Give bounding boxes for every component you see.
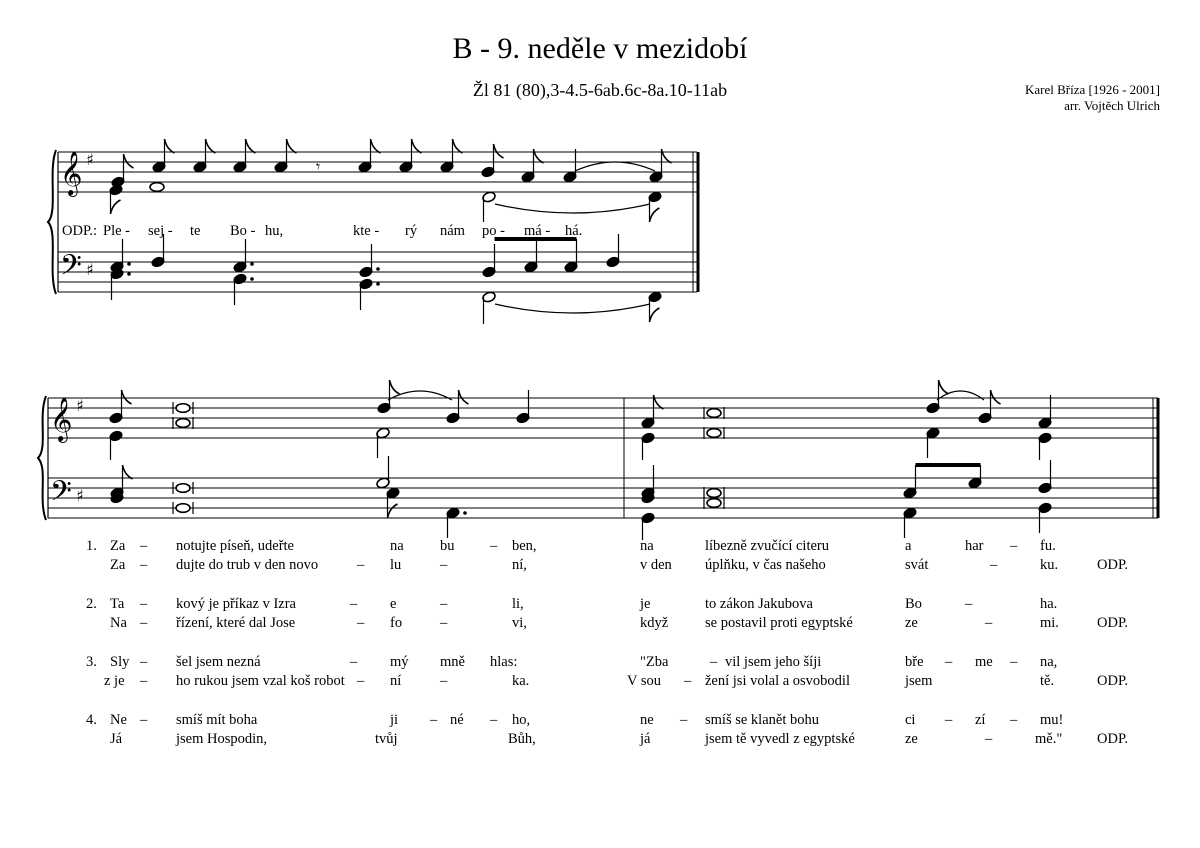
verse-syllable: ní [390,673,402,689]
note-flag [246,139,256,153]
verse-syllable: líbezně zvučící citeru [705,538,829,554]
verse-syllable: – [357,615,365,631]
verse-syllable: tvůj [375,731,398,747]
verse-syllable: – [140,596,148,612]
key-signature-sharp: ♯ [76,486,84,505]
breve-head [707,489,721,498]
verse-syllable: – [985,731,993,747]
note-flag [124,154,134,168]
response-syllable: Ple - [103,223,130,239]
verse-syllable: – [440,673,448,689]
verse-syllable: – [945,712,953,728]
verse-syllable: šel jsem nezná [176,654,261,670]
verse-syllable: Za [110,557,126,573]
note-flag [650,308,660,322]
dot [376,282,380,286]
dot [250,262,254,266]
verse-syllable: – [350,596,358,612]
verse-syllable: jsem [905,673,933,689]
breve-head [176,404,190,413]
verse-number: 1. [86,538,97,554]
response-syllable: má - [524,223,551,239]
slur [575,162,655,171]
system-brace [38,396,46,520]
breve-head [176,484,190,493]
verse-syllable: Ta [110,596,125,612]
verse-syllable: ho, [512,712,531,728]
alto-whole-note [150,183,164,192]
verse-syllable: ho rukou jsem vzal koš robot [176,673,345,689]
response-syllable: kte - [353,223,380,239]
verse-syllable: a [905,538,912,554]
verse-syllable: – [357,673,365,689]
verse-syllable: na [640,538,654,554]
verse-syllable: smíš se klanět bohu [705,712,819,728]
verse-syllable: – [140,654,148,670]
note-flag [371,139,381,153]
verse-syllable: fo [390,615,403,631]
verse-syllable: V sou [627,673,661,689]
verse-syllable: na, [1040,654,1058,670]
verse-syllable: – [440,615,448,631]
verse-syllable: – [430,712,438,728]
treble-clef-icon: 𝄞 [50,397,73,441]
verse-syllable: Sly [110,654,130,670]
key-signature-sharp: ♯ [76,396,84,415]
verse-syllable: – [140,615,148,631]
tie [495,304,650,313]
verse-syllable: když [640,615,669,631]
verse-syllable: z je [104,673,125,689]
response-syllable: nám [440,223,465,239]
verse-syllable: notujte píseň, udeřte [176,538,294,554]
verse-syllable: – [945,654,953,670]
verse-number: 4. [86,712,97,728]
breve-head [707,499,721,508]
verse-syllable: je [640,596,651,612]
verse-syllable: – [965,596,973,612]
breve-head [707,409,721,418]
verse-syllable: – [350,654,358,670]
arranger-credit: arr. Vojtěch Ulrich [1064,98,1160,113]
breve-head [176,419,190,428]
verse-syllable: – [140,673,148,689]
psalm-reference: Žl 81 (80),3-4.5-6ab.6c-8a.10-11ab [472,80,728,100]
note-flag [991,390,1001,404]
note-flag [662,149,672,163]
verse-syllable: žení jsi volal a osvobodil [705,673,850,689]
verse-syllable: li, [512,596,524,612]
note-flag [123,465,133,479]
note-flag [287,139,297,153]
verse-syllable: smíš mít boha [176,712,258,728]
verse-syllable: tě. [1040,673,1055,689]
eighth-rest-icon: 𝄾 [316,157,321,176]
note-flag [939,380,949,394]
response-label: ODP.: [62,223,98,239]
verse-syllable: vil jsem jeho šíji [725,654,822,670]
verse-syllable: řízení, které dal Jose [176,615,296,631]
response-cue: ODP. [1097,557,1129,573]
note-flag [390,380,400,394]
verse-syllable: mý [390,654,409,670]
verse-syllable: mi. [1040,615,1059,631]
composer-credit: Karel Bříza [1926 - 2001] [1024,82,1160,97]
verse-syllable: v den [640,557,672,573]
dot [376,267,380,271]
verse-syllable: to zákon Jakubova [705,596,813,612]
response-syllable: hu, [265,223,284,239]
note-flag [165,139,175,153]
verse-syllable: zí [975,712,986,728]
dot [127,272,131,276]
response-syllable: po - [482,223,505,239]
verse-syllable: úplňku, v čas našeho [705,557,826,573]
response-syllable: Bo - [230,223,256,239]
bass-clef-icon: 𝄢 [60,249,82,289]
verse-syllable: se postavil proti egyptské [705,615,853,631]
verse-syllable: ben, [512,538,537,554]
verse-syllable: ji [390,712,399,728]
verse-syllable: – [440,557,448,573]
note-flag [388,504,398,518]
verse-syllable: – [684,673,692,689]
verse-syllable: – [490,712,498,728]
verse-syllable: né [450,712,464,728]
tie [495,204,650,213]
verse-syllable: vi, [512,615,527,631]
verse-syllable: lu [390,557,402,573]
verse-syllable: bu [440,538,455,554]
verse-syllable: – [140,538,148,554]
verse-syllable: – [680,712,688,728]
response-syllable: rý [405,223,418,239]
dot [250,277,254,281]
verse-syllable: – [440,596,448,612]
verse-syllable: jsem Hospodin, [176,731,268,747]
verse-syllable: – [710,654,718,670]
verse-syllable: bře [905,654,924,670]
key-signature-sharp: ♯ [86,150,94,169]
response-cue: ODP. [1097,731,1129,747]
verse-syllable: já [640,731,651,747]
note-flag [654,395,664,409]
key-signature-sharp: ♯ [86,260,94,279]
verse-syllable: Já [110,731,123,747]
response-syllable: há. [565,223,583,239]
verse-syllable: me [975,654,993,670]
verse-syllable: na [390,538,404,554]
verse-syllable: kový je příkaz v Izra [176,596,296,612]
verse-syllable: – [1010,538,1018,554]
verse-syllable: Za [110,538,126,554]
verse-syllable: mu! [1040,712,1064,728]
note-flag [412,139,422,153]
verse-syllable: svát [905,557,929,573]
verse-syllable: ku. [1040,557,1059,573]
response-cue: ODP. [1097,673,1129,689]
verse-syllable: mně [440,654,465,670]
dot [463,511,467,515]
verse-syllable: – [490,538,498,554]
note-flag [459,390,469,404]
bass-clef-icon: 𝄢 [50,475,72,515]
verse-syllable: ci [905,712,916,728]
verse-syllable: – [990,557,998,573]
verse-syllable: – [985,615,993,631]
breve-head [707,429,721,438]
verse-syllable: mě." [1035,731,1063,747]
verse-syllable: e [390,596,397,612]
verse-syllable: "Zba [640,654,669,670]
page-title: B - 9. neděle v mezidobí [452,32,748,65]
verse-syllable: ze [905,731,918,747]
verse-syllable: – [140,557,148,573]
verse-syllable: ka. [512,673,530,689]
verse-syllable: Ne [110,712,127,728]
note-flag [122,390,132,404]
verse-syllable: – [140,712,148,728]
verse-syllable: fu. [1040,538,1056,554]
verse-syllable: dujte do trub v den novo [176,557,319,573]
verse-syllable: – [357,557,365,573]
verse-syllable: ha. [1040,596,1058,612]
response-cue: ODP. [1097,615,1129,631]
system-brace [48,150,56,294]
verse-number: 2. [86,596,97,612]
note-flag [453,139,463,153]
verse-syllable: hlas: [490,654,518,670]
verse-syllable: jsem tě vyvedl z egyptské [705,731,855,747]
verse-syllable: ne [640,712,654,728]
note-flag [206,139,216,153]
note-flag [494,144,504,158]
verse-syllable: – [1010,712,1018,728]
note-flag [111,200,121,214]
verse-syllable: – [1010,654,1018,670]
slur [937,391,984,400]
verse-number: 3. [86,654,97,670]
response-syllable: te [190,223,201,239]
verse-syllable: Na [110,615,127,631]
verse-syllable: har [965,538,984,554]
note-flag [650,208,660,222]
breve-head [176,504,190,513]
verse-syllable: Bo [905,596,922,612]
verse-syllable: Bůh, [508,731,536,747]
verse-syllable: ní, [512,557,527,573]
dot [127,262,131,266]
note-flag [534,149,544,163]
treble-clef-icon: 𝄞 [60,151,83,195]
verse-syllable: ze [905,615,918,631]
response-syllable: sej - [148,223,173,239]
